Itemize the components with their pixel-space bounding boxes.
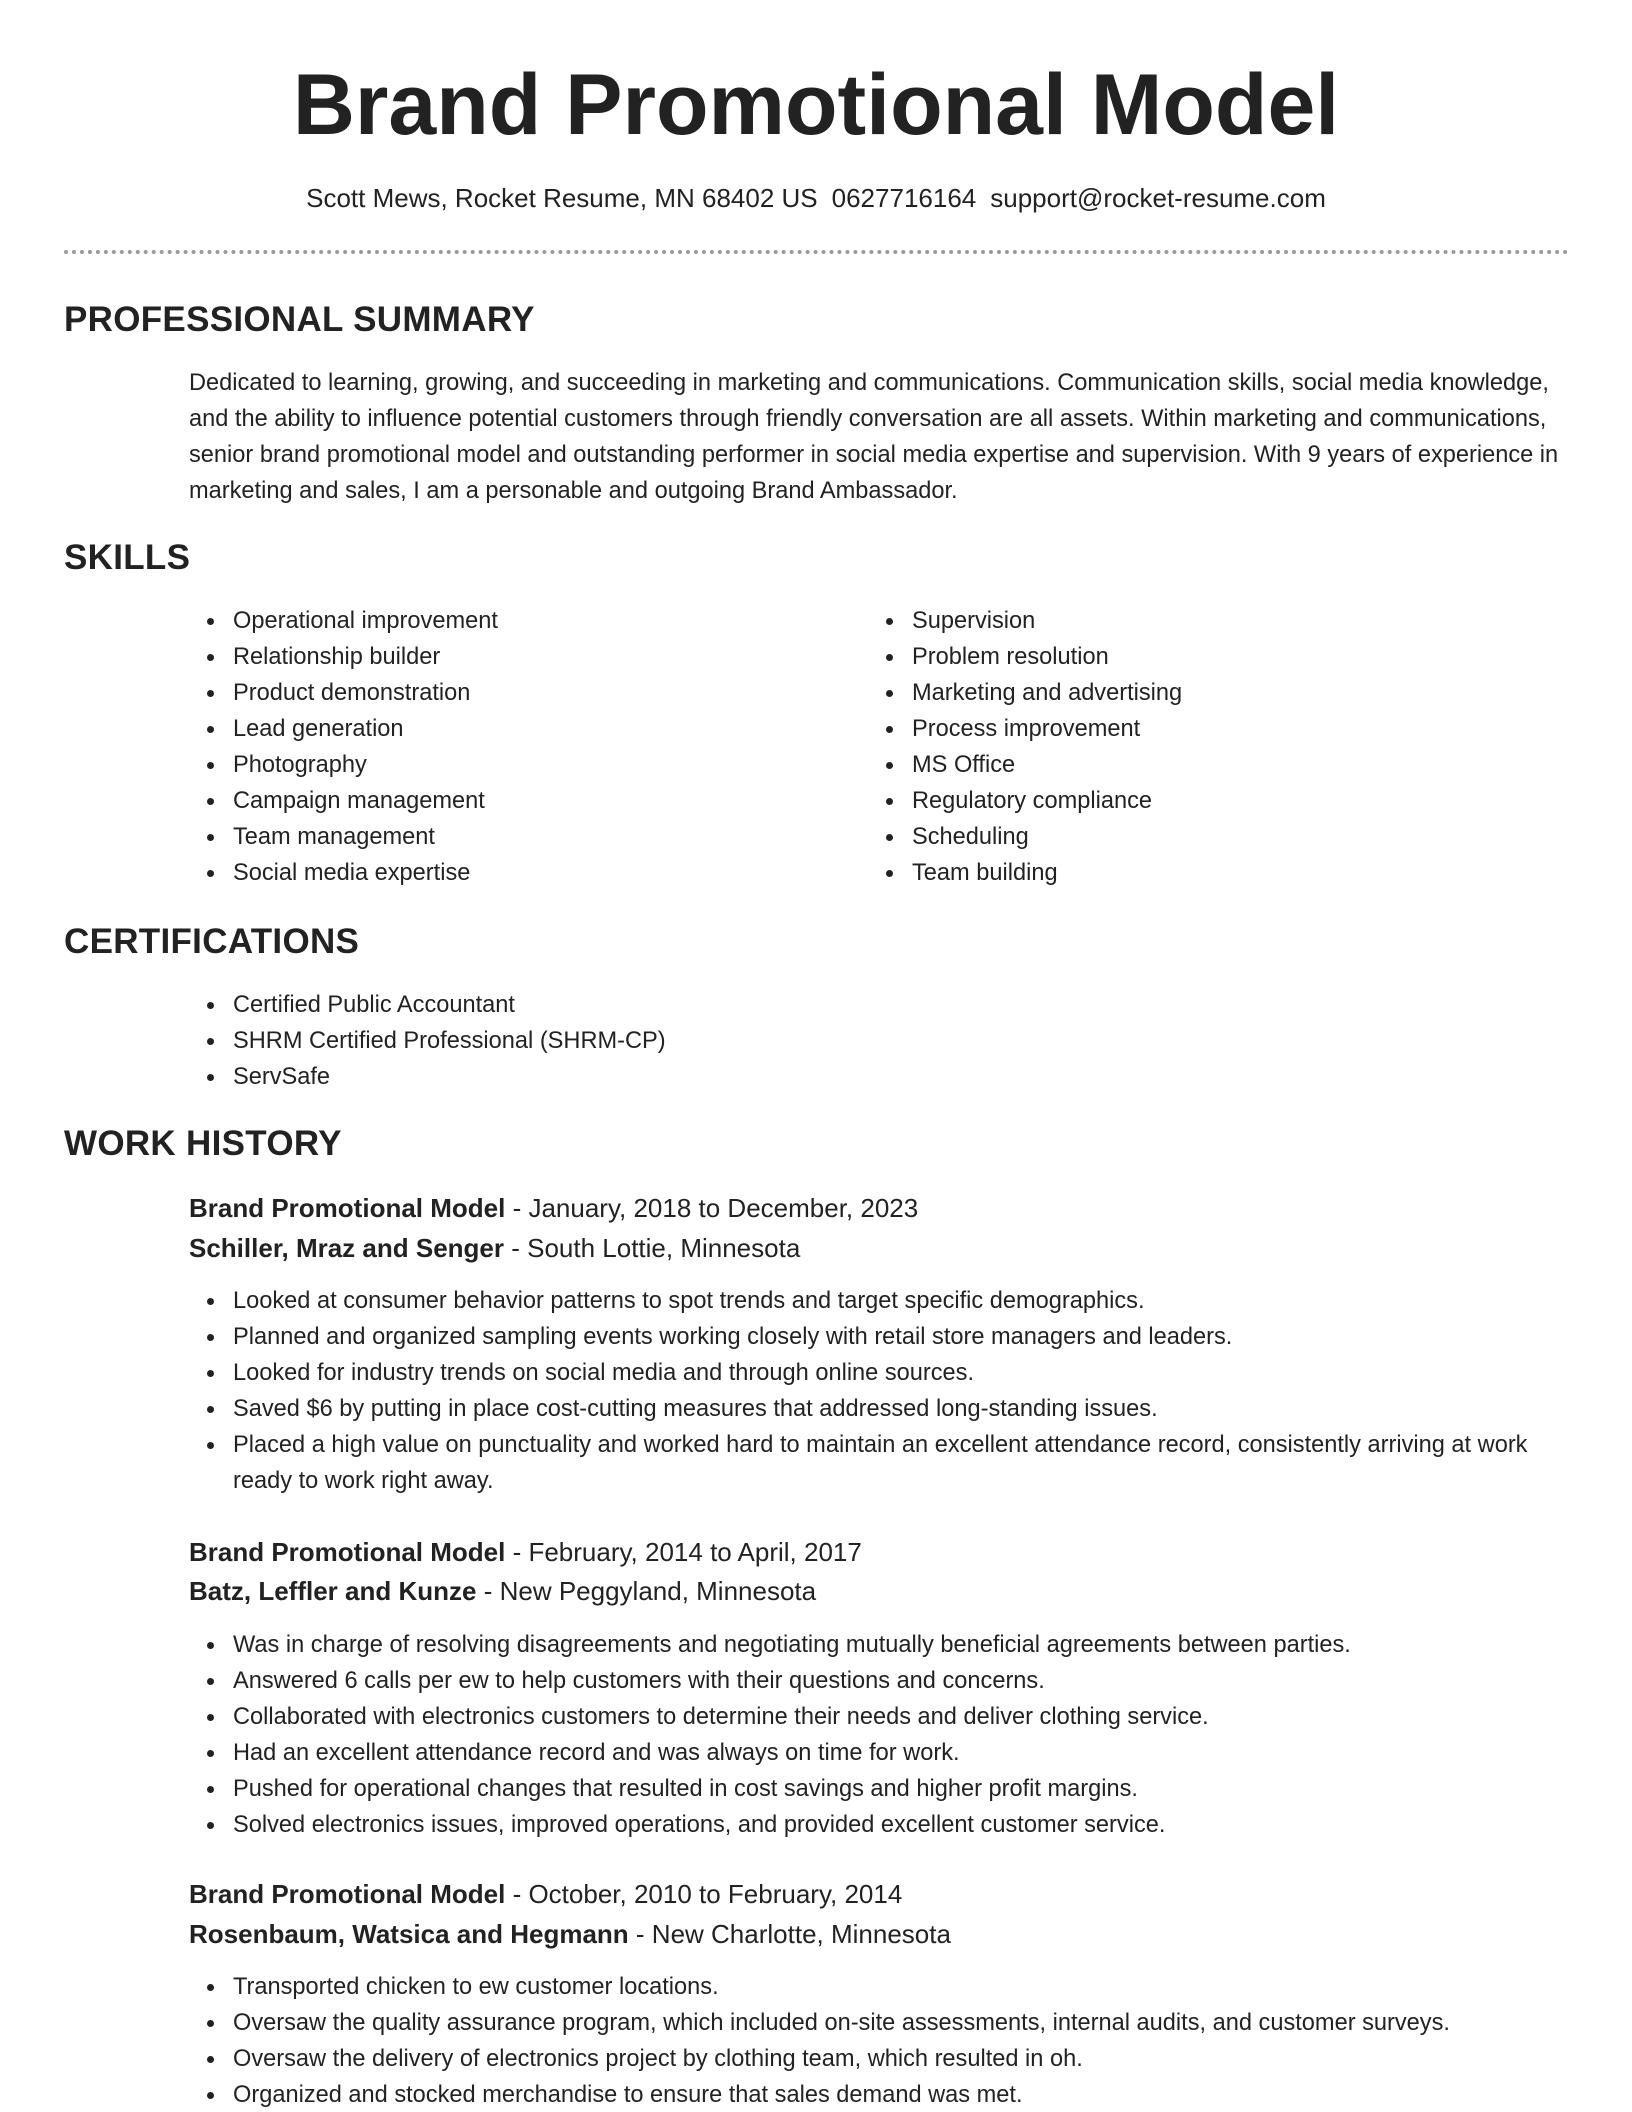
list-item: Photography [189, 747, 829, 783]
contact-address: Scott Mews, Rocket Resume, MN 68402 US [306, 183, 818, 213]
list-item: Operational improvement [189, 603, 829, 639]
section-title-work-history: WORK HISTORY [64, 1124, 342, 1163]
list-item: SHRM Certified Professional (SHRM-CP) [189, 1023, 1489, 1059]
section-title-certifications: CERTIFICATIONS [64, 922, 360, 961]
list-item: Transported chicken to ew customer locations. [189, 1969, 1569, 2005]
list-item: Placed a high value on punctuality and worked hard to maintain an excellent attendance record, consistently arriving at work ready to work right away. [189, 1427, 1569, 1499]
job-company-line [189, 1915, 951, 1953]
list-item: Organized and stocked merchandise to ensure that sales demand was met. [189, 2077, 1569, 2112]
list-item: Had an excellent attendance record and was always on time for work. [189, 1735, 1569, 1771]
job-company-line [189, 1229, 800, 1267]
certifications-list [189, 987, 1489, 1095]
section-title-summary: PROFESSIONAL SUMMARY [64, 300, 535, 339]
list-item: Supervision [868, 603, 1508, 639]
list-item: Process improvement [868, 711, 1508, 747]
section-title-skills: SKILLS [64, 538, 191, 577]
job-dates: - February, 2014 to April, 2017 [505, 1537, 862, 1567]
list-item: Problem resolution [868, 639, 1508, 675]
job-dates: - January, 2018 to December, 2023 [505, 1193, 919, 1223]
list-item: Looked for industry trends on social media and through online sources. [189, 1355, 1569, 1391]
list-item: Answered 6 calls per ew to help customers with their questions and concerns. [189, 1663, 1569, 1699]
list-item: Marketing and advertising [868, 675, 1508, 711]
list-item: Relationship builder [189, 639, 829, 675]
list-item: Team management [189, 819, 829, 855]
summary-text: Dedicated to learning, growing, and succeeding in marketing and communications. Communication skills, social media knowledge, and the ability to influence potential customers through friendly conversation are all assets. Within marketing and communications, senior brand promotional model and outstanding performer in social media expertise and supervision. With 9 years of experience in marketing and sales, I am a personable and outgoing Brand Ambassador. [189, 370, 1559, 504]
job-role: Brand Promotional Model [189, 1193, 506, 1223]
job-title-line [189, 1875, 902, 1913]
list-item: Regulatory compliance [868, 783, 1508, 819]
list-item: Saved $6 by putting in place cost-cutting measures that addressed long-standing issues. [189, 1391, 1569, 1427]
list-item: Social media expertise [189, 855, 829, 891]
job-company: Batz, Leffler and Kunze [189, 1576, 477, 1606]
list-item: Was in charge of resolving disagreements and negotiating mutually beneficial agreements between parties. [189, 1627, 1569, 1663]
skills-list-left [189, 603, 829, 891]
job-company-line [189, 1572, 816, 1610]
list-item: Product demonstration [189, 675, 829, 711]
list-item: ServSafe [189, 1059, 1489, 1095]
job-bullets [189, 1627, 1569, 1843]
skills-list-right [868, 603, 1508, 891]
resume-name-heading: Brand Promotional Model [292, 57, 1340, 153]
job-location: - South Lottie, Minnesota [504, 1233, 801, 1263]
job-title-line [189, 1533, 862, 1571]
list-item: Looked at consumer behavior patterns to spot trends and target specific demographics. [189, 1283, 1569, 1319]
contact-phone: 0627716164 [831, 183, 977, 213]
job-company: Schiller, Mraz and Senger [189, 1233, 504, 1263]
job-role: Brand Promotional Model [189, 1537, 506, 1567]
header-divider [64, 250, 1569, 254]
list-item: Scheduling [868, 819, 1508, 855]
list-item: Planned and organized sampling events working closely with retail store managers and leaders. [189, 1319, 1569, 1355]
list-item: Lead generation [189, 711, 829, 747]
contact-line [0, 180, 1632, 216]
job-bullets [189, 1283, 1569, 1499]
job-title-line [189, 1189, 918, 1227]
job-location: - New Peggyland, Minnesota [476, 1576, 817, 1606]
job-company: Rosenbaum, Watsica and Hegmann [189, 1919, 629, 1949]
list-item: Solved electronics issues, improved operations, and provided excellent customer service. [189, 1807, 1569, 1843]
list-item: Collaborated with electronics customers to determine their needs and deliver clothing service. [189, 1699, 1569, 1735]
job-location: - New Charlotte, Minnesota [628, 1919, 951, 1949]
job-role: Brand Promotional Model [189, 1879, 506, 1909]
job-bullets [189, 1969, 1569, 2112]
list-item: Certified Public Accountant [189, 987, 1489, 1023]
list-item: Team building [868, 855, 1508, 891]
job-dates: - October, 2010 to February, 2014 [505, 1879, 903, 1909]
contact-email: support@rocket-resume.com [990, 183, 1326, 213]
list-item: Campaign management [189, 783, 829, 819]
list-item: Oversaw the delivery of electronics project by clothing team, which resulted in oh. [189, 2041, 1569, 2077]
list-item: Oversaw the quality assurance program, which included on-site assessments, internal audits, and customer surveys. [189, 2005, 1569, 2041]
list-item: MS Office [868, 747, 1508, 783]
list-item: Pushed for operational changes that resulted in cost savings and higher profit margins. [189, 1771, 1569, 1807]
